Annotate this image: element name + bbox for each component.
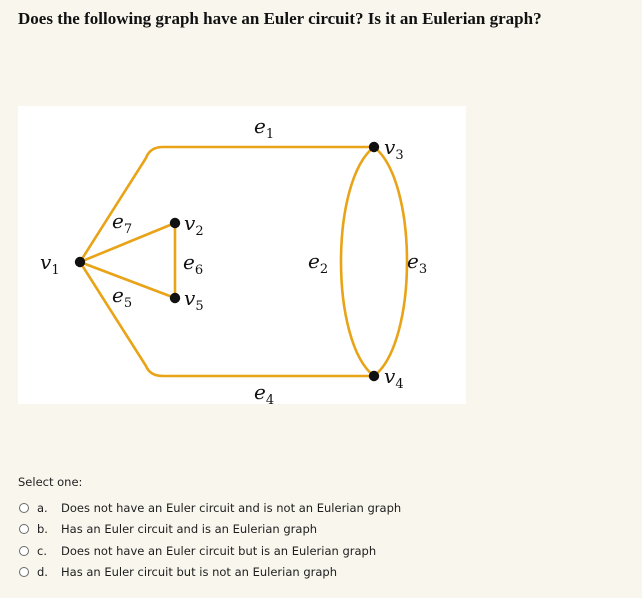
edge-label-e6: $e_6$ bbox=[183, 250, 204, 278]
vertex-label-v2: $v_2$ bbox=[184, 211, 204, 239]
graph-svg bbox=[18, 106, 466, 404]
vertex-v1 bbox=[75, 257, 85, 267]
option-letter: d. bbox=[37, 565, 48, 580]
option-text: Has an Euler circuit but is not an Eulerian graph bbox=[61, 565, 337, 580]
option-d[interactable] bbox=[18, 562, 401, 584]
vertex-label-v1: $v_1$ bbox=[40, 250, 60, 278]
edge-label-e2: $e_2$ bbox=[308, 249, 329, 277]
vertex-label-v5: $v_5$ bbox=[184, 286, 204, 314]
question-text: Does the following graph have an Euler circuit? Is it an Eulerian graph? bbox=[18, 9, 542, 28]
vertex-v4 bbox=[369, 371, 379, 381]
edge-label-e4: $e_4$ bbox=[254, 380, 275, 404]
edge-label-e3: $e_3$ bbox=[407, 249, 428, 277]
option-text: Has an Euler circuit and is an Eulerian graph bbox=[61, 522, 318, 537]
option-letter: a. bbox=[37, 500, 48, 515]
radio-button[interactable] bbox=[19, 546, 29, 556]
answer-options bbox=[18, 497, 401, 583]
radio-button[interactable] bbox=[19, 503, 29, 513]
edge-e5 bbox=[80, 262, 175, 298]
edge-e2 bbox=[341, 147, 374, 376]
vertex-v5 bbox=[170, 293, 180, 303]
edge-label-e5: $e_5$ bbox=[112, 283, 133, 311]
vertex-v3 bbox=[369, 142, 379, 152]
option-letter: b. bbox=[37, 522, 48, 537]
option-text: Does not have an Euler circuit and is not an Eulerian graph bbox=[61, 500, 402, 515]
select-one-label: Select one: bbox=[18, 475, 83, 489]
option-c[interactable] bbox=[18, 540, 401, 562]
edge-label-e1: $e_1$ bbox=[254, 114, 275, 142]
option-letter: c. bbox=[37, 543, 47, 558]
option-b[interactable] bbox=[18, 519, 401, 541]
option-a[interactable] bbox=[18, 497, 401, 519]
vertex-v2 bbox=[170, 218, 180, 228]
edge-label-e7: $e_7$ bbox=[112, 209, 133, 237]
graph-figure bbox=[18, 106, 466, 404]
vertex-label-v3: $v_3$ bbox=[384, 135, 404, 163]
edge-e3 bbox=[374, 147, 407, 376]
radio-button[interactable] bbox=[19, 567, 29, 577]
vertex-label-v4: $v_4$ bbox=[384, 364, 404, 392]
option-text: Does not have an Euler circuit but is an Eulerian graph bbox=[61, 543, 377, 558]
radio-button[interactable] bbox=[19, 524, 29, 534]
